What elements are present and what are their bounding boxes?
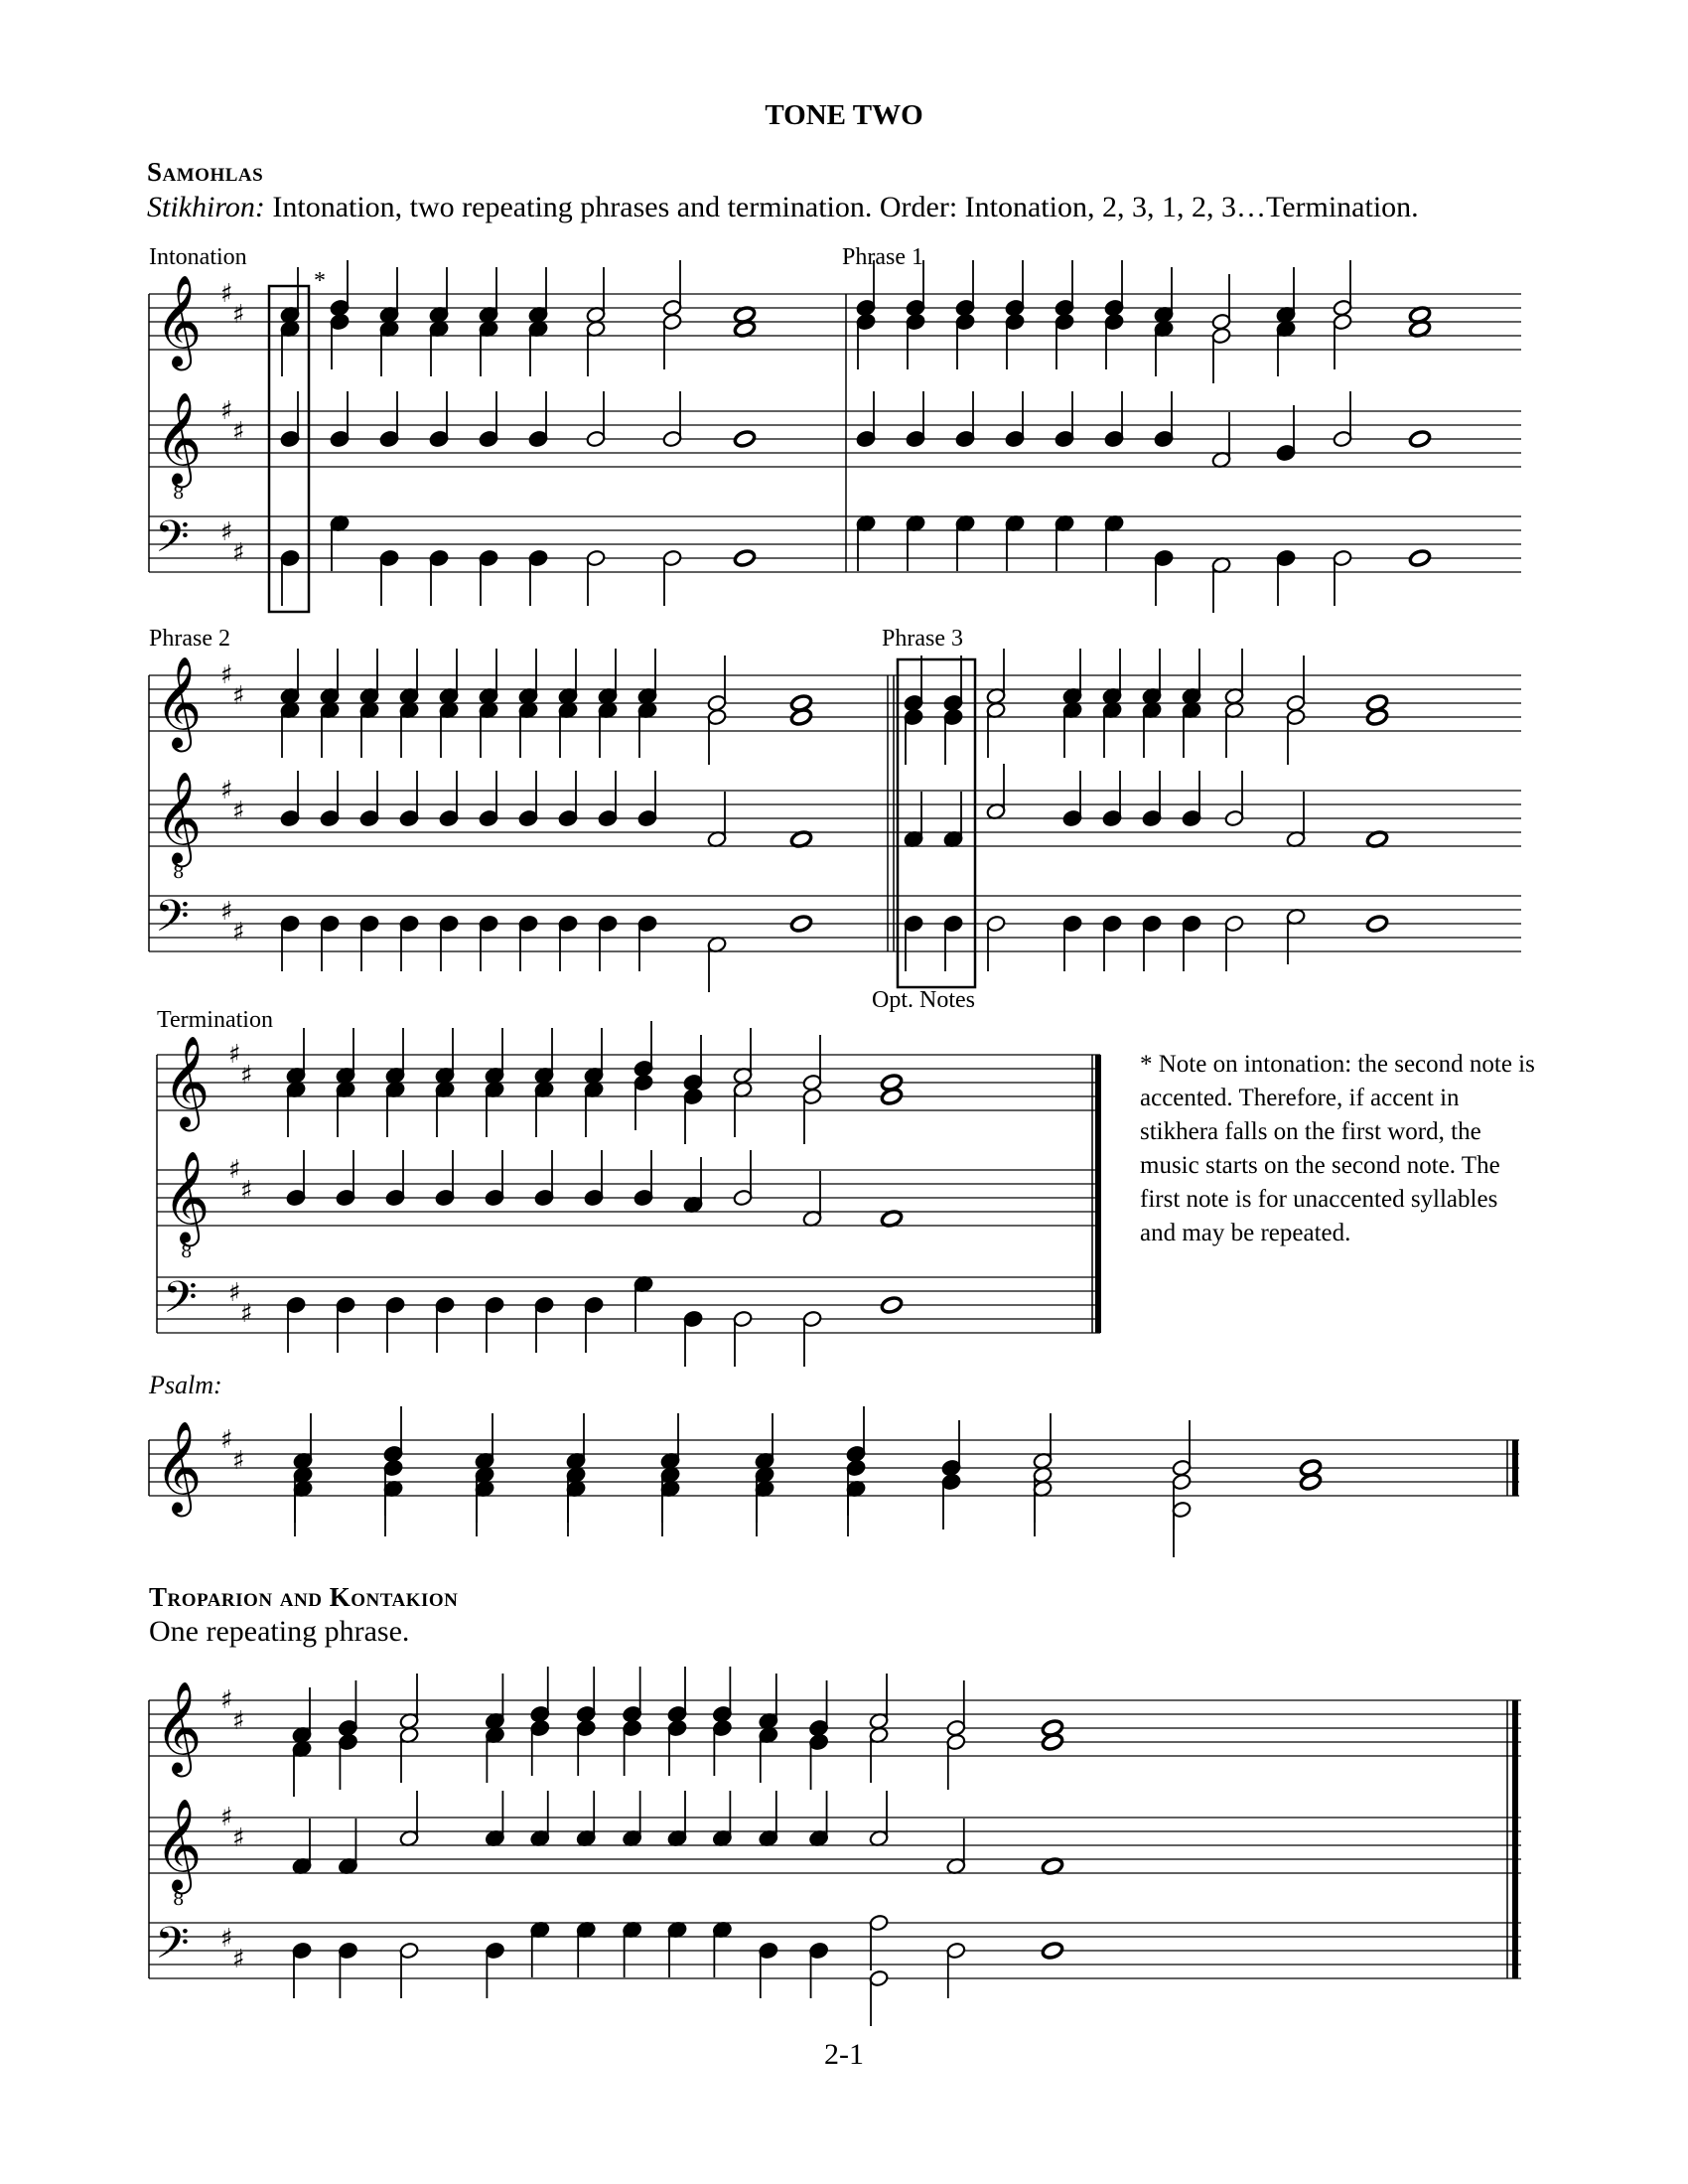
system-2-key: ♯ (220, 776, 233, 805)
system-5-key: ♯ (232, 1823, 245, 1853)
stikhiron-text: Intonation, two repeating phrases and termination. Order: Intonation, 2, 3, 1, 2, 3…Termination. (264, 191, 1419, 223)
system-4-key: ♯ (232, 1446, 245, 1476)
system-5-key: ♯ (220, 1803, 233, 1832)
system-2-key: ♯ (232, 681, 245, 711)
system-5-note (1041, 1941, 1063, 1960)
label-termination: Termination (157, 1007, 273, 1033)
system-4-key: ♯ (220, 1425, 233, 1455)
system-3-key: ♯ (228, 1278, 241, 1308)
system-3-key: ♯ (240, 1061, 253, 1091)
system-2-key: ♯ (232, 918, 245, 947)
psalm-label: Psalm: (149, 1371, 222, 1399)
page-number: 2-1 (824, 2038, 864, 2071)
system-5-key: ♯ (220, 1685, 233, 1715)
system-2-clef: 𝄢 (155, 890, 190, 952)
system-1-clef: 𝄢 (155, 510, 190, 573)
system-2-clef-octave: 8 (173, 862, 185, 883)
troparion-subtitle: One repeating phrase. (149, 1615, 410, 1648)
system-1-key: ♯ (232, 300, 245, 330)
system-1-key: ♯ (220, 396, 233, 426)
system-1-note (733, 548, 756, 567)
system-3-key: ♯ (228, 1040, 241, 1070)
system-3-note (880, 1295, 903, 1314)
system-2-key: ♯ (232, 797, 245, 826)
system-2-clef: 𝄞 (155, 655, 203, 748)
troparion-heading: Troparion and Kontakion (149, 1582, 459, 1612)
system-1-note (733, 429, 756, 448)
system-5-key: ♯ (232, 1945, 245, 1974)
system-3-key: ♯ (228, 1155, 241, 1185)
system-4-clef: 𝄞 (155, 1420, 203, 1513)
system-2-key: ♯ (220, 897, 233, 927)
stikhiron-label: Stikhiron: (147, 191, 265, 223)
label-intonation: Intonation (149, 244, 247, 270)
label-phrase1: Phrase 1 (842, 244, 923, 270)
system-3-clef: 𝄢 (163, 1271, 198, 1334)
system-3-key: ♯ (240, 1176, 253, 1206)
system-5-key: ♯ (232, 1706, 245, 1736)
system-2-note (789, 914, 812, 933)
system-2-clef: 𝄞 (155, 771, 203, 863)
system-2-note (1365, 914, 1388, 933)
system-3-clef-octave: 8 (181, 1241, 193, 1262)
system-1-note (1408, 429, 1431, 448)
samohlas-heading: Samohlas (147, 157, 264, 187)
system-1-key: ♯ (220, 517, 233, 547)
page-title: TONE TWO (765, 99, 923, 131)
system-2-key: ♯ (220, 660, 233, 690)
system-1-clef: 𝄞 (155, 274, 203, 366)
system-1-clef-octave: 8 (173, 483, 185, 504)
system-3-clef: 𝄞 (163, 1035, 211, 1127)
system-3-key: ♯ (240, 1299, 253, 1329)
system-1-note (1408, 548, 1431, 567)
system-1-clef: 𝄞 (155, 391, 203, 484)
label-phrase3: Phrase 3 (882, 626, 963, 652)
system-5-clef: 𝄢 (155, 1917, 190, 1979)
system-5-clef: 𝄞 (155, 1798, 203, 1890)
system-3-clef: 𝄞 (163, 1150, 211, 1242)
system-5-clef-octave: 8 (173, 1889, 185, 1910)
system-1-key: ♯ (232, 538, 245, 568)
intonation-footnote: * Note on intonation: the second note is accented. Therefore, if accent in stikhera falls on the first word, the music starts on the second note. The first note is for unaccented syllables and may be repeated. (1140, 1051, 1535, 1246)
system-5-key: ♯ (220, 1924, 233, 1954)
label-opt-notes: Opt. Notes (872, 987, 975, 1013)
system-1-key: ♯ (220, 279, 233, 309)
system-5-clef: 𝄞 (155, 1680, 203, 1773)
label-phrase2: Phrase 2 (149, 626, 230, 652)
label-asterisk: * (314, 268, 326, 294)
system-1-key: ♯ (232, 417, 245, 447)
